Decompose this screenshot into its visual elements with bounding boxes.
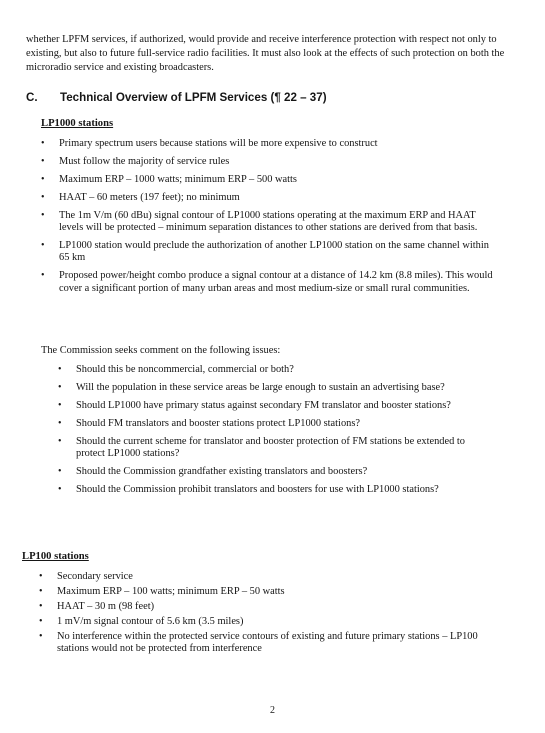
bullet-icon: • [41,173,45,185]
bullet-icon: • [58,399,62,411]
bullet-icon: • [58,465,62,477]
list-item: • 1 mV/m signal contour of 5.6 km (3.5 miles) [39,615,244,627]
list-item: • Should the current scheme for translator and booster protection of FM stations be extended to protect LP1000 stations? [58,435,465,460]
list-item: • Proposed power/height combo produce a signal contour at a distance of 14.2 km (8.8 miles). This would cover a significant portion of many urban areas and most medium-size or small rural communities. [41,270,493,294]
bullet-icon: • [41,239,45,251]
list-item: • Should LP1000 have primary status against secondary FM translator and booster stations? [58,399,451,411]
list-item: • Maximum ERP – 1000 watts; minimum ERP – 500 watts [41,173,297,185]
bullet-icon: • [58,364,62,375]
bullet-icon: • [39,615,43,627]
list-item: • Should the Commission prohibit translators and boosters for use with LP1000 stations? [58,483,439,495]
bullet-icon: • [58,435,62,447]
bullet-icon: • [39,630,43,642]
bullet-icon: • [41,270,45,282]
lp1000-list [41,138,499,301]
bullet-icon: • [39,600,43,612]
intro-paragraph: whether LPFM services, if authorized, would provide and receive interference protection with respect not only to existing, but also to future full-service radio facilities. It must also look at the effects of such protection on both the microradio service and existing broadcasters. [26,34,505,74]
list-item: • Maximum ERP – 100 watts; minimum ERP – 50 watts [39,585,285,597]
list-item: • No interference within the protected service contours of existing and future primary stations – LP100 stations would not be protected from interference [39,630,478,655]
bullet-icon: • [39,585,43,597]
bullet-icon: • [58,381,62,393]
bullet-icon: • [58,417,62,429]
list-item: • Will the population in these service areas be large enough to sustain an advertising base? [58,381,445,393]
list-item: • HAAT – 60 meters (197 feet); no minimum [41,191,240,203]
bullet-icon: • [58,483,62,495]
list-item: • LP1000 station would preclude the authorization of another LP1000 station on the same channel within 65 km [41,239,489,264]
bullet-icon: • [41,209,45,221]
list-item: • Should this be noncommercial, commercial or both? [58,364,294,375]
bullet-icon: • [41,191,45,203]
list-item: • Secondary service [39,571,133,582]
section-heading [26,91,506,104]
list-item: • Primary spectrum users because stations will be more expensive to construct [41,138,378,149]
list-item: • The 1m V/m (60 dBu) signal contour of LP1000 stations operating at the maximum ERP and HAAT levels will be protected – minimum separation distances to other stations are derived from that basis. [41,209,478,234]
list-item: • Should FM translators and booster stations protect LP1000 stations? [58,417,360,429]
list-item: • Should the Commission grandfather existing translators and boosters? [58,465,368,477]
list-item: • HAAT – 30 m (98 feet) [39,600,155,612]
page-number: 2 [270,705,275,716]
bullet-icon: • [41,138,45,149]
bullet-icon: • [39,571,43,582]
issues-list [58,364,478,502]
lp100-list [39,571,479,658]
section-title: Technical Overview of LPFM Services (¶ 22 – 37) [60,91,327,104]
lp100-heading: LP100 stations [22,551,89,562]
list-item: • Must follow the majority of service rules [41,155,230,167]
section-letter: C. [26,91,38,104]
lp1000-heading: LP1000 stations [41,118,114,129]
bullet-icon: • [41,155,45,167]
issues-intro: The Commission seeks comment on the following issues: [41,345,281,356]
